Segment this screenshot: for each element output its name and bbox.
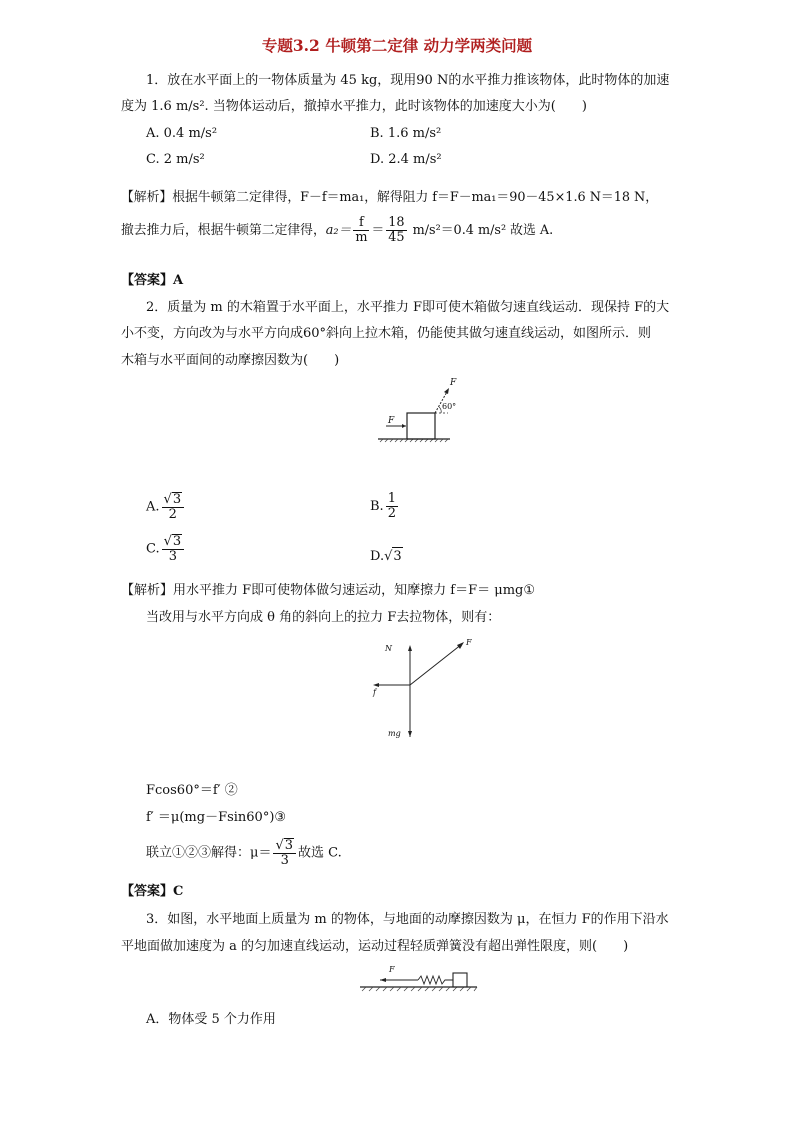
- q2-analysis-line2: 当改用与水平方向成 θ 角的斜向上的拉力 F去拉物体，则有：: [146, 610, 501, 625]
- q1-analysis-line1: 【解析】根据牛顿第二定律得，F－f＝ma₁，解得阻力 f＝F－ma₁＝90－45×1.6 N＝18 N，: [121, 190, 659, 205]
- q1-stem-line1: 1．放在水平面上的一物体质量为 45 kg，现用90 N的水平推力推该物体，此时物体的加速: [146, 73, 670, 88]
- q1-option-a: A. 0.4 m/s²: [146, 126, 218, 141]
- q2-angle-arc: [439, 407, 441, 413]
- q1-analysis-suffix: m/s²＝0.4 m/s² 故选 A.: [408, 223, 554, 238]
- fbd-label-f: f: [373, 688, 376, 697]
- q2-stem-line3: 木箱与水平面间的动摩擦因数为( ): [121, 353, 340, 368]
- q2-solution-fraction: $\frac{√3}{3}$: [273, 838, 296, 868]
- fbd-F-line: [410, 644, 462, 685]
- q3-force-arrowhead: [380, 978, 386, 982]
- q2-solution-num: 3: [284, 838, 294, 853]
- q2-option-c-den: 3: [168, 549, 178, 564]
- q2-fig-label-angle: 60°: [442, 402, 457, 411]
- q3-spring: [418, 976, 453, 984]
- page-title: 专题3.2 牛顿第二定律 动力学两类问题: [261, 36, 533, 55]
- q2-option-a-den: 2: [168, 507, 177, 522]
- q2-equation-3: f′ ＝μ(mg－Fsin60°)③: [146, 810, 287, 825]
- q2-fig-label-F-left: F: [388, 416, 395, 426]
- q2-option-b-letter: B.: [370, 499, 384, 514]
- q2-equation-2: Fcos60°＝f′ ②: [146, 783, 238, 798]
- q2-option-c-fraction: $\frac{√3}{3}$: [162, 534, 185, 564]
- q2-option-c-num: 3: [172, 534, 182, 549]
- fbd-friction-arrowhead: [373, 683, 379, 687]
- q3-stem-line1: 3．如图，水平地面上质量为 m 的物体，与地面的动摩擦因数为 μ，在恒力 F的作用下沿水: [146, 912, 669, 927]
- q2-solution-prefix: 联立①②③解得：μ＝: [146, 845, 272, 861]
- q1-analysis-prefix: 撤去推力后，根据牛顿第二定律得，: [121, 223, 326, 238]
- q2-option-b: [370, 492, 400, 521]
- q2-option-a-letter: A.: [146, 499, 160, 515]
- q2-option-a-fraction: $\frac{√3}{2}$: [162, 492, 185, 522]
- q3-block: [453, 973, 467, 987]
- q2-option-a-num: 3: [172, 492, 182, 507]
- q2-option-a: [146, 492, 186, 522]
- q1-frac-den: m: [355, 230, 368, 245]
- q1-analysis-line2: [121, 216, 553, 245]
- fbd-label-mg: mg: [388, 729, 401, 738]
- fbd-mg-arrowhead: [408, 731, 412, 737]
- q1-frac-num: f: [353, 216, 369, 231]
- q3-option-a: A．物体受 5 个力作用: [146, 1012, 276, 1027]
- q1-fraction-18-over-45: [386, 216, 406, 245]
- q1-frac2-den: 45: [388, 230, 405, 245]
- q2-solution-suffix: 故选 C.: [298, 845, 342, 861]
- fbd-F-arrowhead: [457, 642, 464, 649]
- q2-analysis-line1: 【解析】用水平推力 F即可使物体做匀速运动，知摩擦力 f＝F＝ μmg①: [121, 583, 536, 598]
- q3-stem-line2: 平地面做加速度为 a 的匀加速直线运动，运动过程轻质弹簧没有超出弹性限度，则( ): [121, 939, 629, 954]
- q3-spring-figure: [360, 964, 480, 996]
- q1-fraction-f-over-m: [353, 216, 369, 245]
- fbd-N-arrowhead: [408, 645, 412, 651]
- q2-horizontal-arrowhead: [402, 424, 406, 428]
- q2-option-b-den: 2: [387, 506, 396, 521]
- q2-fig-label-F-top: F: [450, 378, 457, 388]
- q2-option-d-letter: D.: [370, 549, 385, 564]
- q1-answer: 【答案】A: [121, 273, 184, 288]
- q2-option-b-fraction: [386, 492, 398, 521]
- q3-fig-label-F: F: [389, 965, 395, 974]
- q1-frac2-num: 18: [388, 215, 405, 230]
- q1-analysis-eq: ＝: [371, 223, 385, 238]
- q1-option-d: D. 2.4 m/s²: [370, 152, 442, 167]
- fbd-label-F: F: [466, 638, 472, 647]
- q2-solution: [146, 838, 342, 868]
- q1-analysis-a2: a₂＝: [325, 223, 352, 238]
- fbd-label-N: N: [385, 644, 392, 653]
- q1-stem-line2: 度为 1.6 m/s². 当物体运动后，撤掉水平推力，此时该物体的加速度大小为( ): [121, 99, 587, 114]
- q2-stem-line2: 小不变，方向改为与水平方向成60°斜向上拉木箱，仍能使其做匀速直线运动，如图所示．则: [121, 326, 652, 341]
- q1-option-c: C. 2 m/s²: [146, 152, 205, 167]
- q2-free-body-diagram: [370, 642, 480, 742]
- q2-option-c-letter: C.: [146, 541, 160, 557]
- q2-option-c: [146, 534, 186, 564]
- q2-option-d-radical: √3: [384, 549, 402, 564]
- q1-option-b: B. 1.6 m/s²: [370, 126, 442, 141]
- q2-option-b-num: 1: [387, 491, 396, 506]
- q2-option-d-radicand: 3: [393, 549, 402, 564]
- q2-answer: 【答案】C: [121, 884, 184, 899]
- q2-solution-den: 3: [280, 853, 289, 868]
- q2-option-d: [370, 547, 403, 566]
- q2-stem-line1: 2．质量为 m 的木箱置于水平面上，水平推力 F即可使木箱做匀速直线运动．现保持 F的大: [146, 300, 670, 315]
- q2-angled-arrowhead: [444, 388, 449, 394]
- q2-box: [407, 413, 435, 439]
